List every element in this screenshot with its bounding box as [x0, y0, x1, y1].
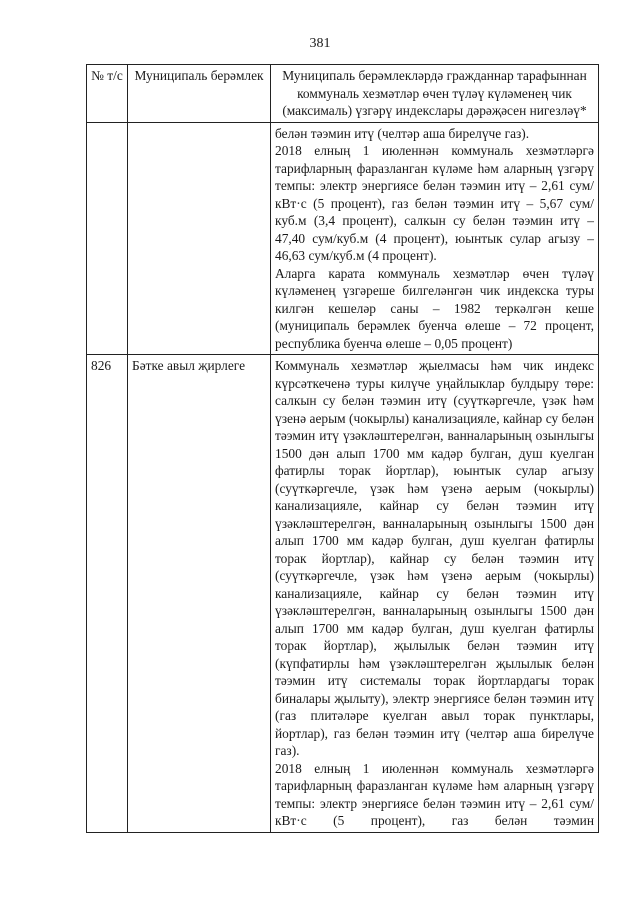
table-row: [87, 122, 599, 355]
row-basis: [271, 122, 599, 355]
row-municipality: Бәтке авыл җирлеге: [128, 355, 271, 833]
row-number: [87, 122, 128, 355]
basis-paragraph: Коммуналь хезмәтләр җыелмасы һәм чик индекс күрсәткеченә туры килүче уңайлыклар булдыру төре: салкын су белән тәэмин итү (суүткәргечле, үзәк һәм үзенә аерым (чокырлы) канализацияле, кайнар су белән тәэмин итү үзәкләштерелгән, ванналарының озынлыгы 1500 дән алып 1700 мм кадәр булган, душ куелган фатирлы торак йортлар), юынтык сулар агызу (суүткәргечле, үзәк һәм үзенә аерым (чокырлы) канализацияле, кайнар су белән тәэмин итү үзәкләштерелгән, ванналарының озынлыгы 1500 дән алып 1700 мм кадәр булган, душ куелган фатирлы торак йортлар), кайнар су белән тәэмин итү (суүткәргечле, үзәк һәм үзенә аерым (чокырлы) канализацияле, кайнар су белән тәэмин итү үзәкләштерелгән, ванналарының озынлыгы 1500 дән алып 1700 мм кадәр булган, душ куелган фатирлы торак йортлар), җылылык белән тәэмин итү (күпфатирлы һәм үзәкләштерелгән җылылык белән тәэмин итү системалы торак йортлардагы торак биналары җылыту), электр энергиясе белән тәэмин итү (газ плитәләре куелган авыл торак пунктлары, йортлар), газ белән тәэмин итү (челтәр аша бирелүче газ).: [275, 358, 594, 758]
municipal-index-table: [86, 64, 599, 833]
header-number: № т/с: [87, 65, 128, 123]
basis-paragraph: Аларга карата коммуналь хезмәтләр өчен түләү күләменең үзгәреше билгеләнгән чик индекска туры килгән кешеләр саны – 1982 теркәлгән кеше (муниципаль берәмлек буенча өлеше – 72 процент, республика буенча өлеше – 0,05 процент): [275, 265, 594, 351]
basis-paragraph: белән тәэмин итү (челтәр аша бирелүче газ).: [275, 125, 530, 141]
table-row: [87, 355, 599, 833]
table-header-row: [87, 65, 599, 123]
header-basis: Муниципаль берәмлекләрдә гражданнар тарафыннан коммуналь хезмәтләр өчен түләү күләменең чик (максималь) үзгәрү индекслары дәрәҗәсен нигезләү*: [271, 65, 599, 123]
row-number: 826: [87, 355, 128, 833]
row-municipality: [128, 122, 271, 355]
basis-paragraph: 2018 елның 1 июленнән коммуналь хезмәтләргә тарифларның фаразланган күләме һәм аларның үзгәрү темпы: электр энергиясе белән тәэмин итү – 2,61 сум/кВт·с (5 процент), газ белән тәэмин: [275, 760, 594, 828]
header-municipality: Муниципаль берәмлек: [128, 65, 271, 123]
row-basis: [271, 355, 599, 833]
page-number: 381: [309, 36, 331, 51]
basis-paragraph: 2018 елның 1 июленнән коммуналь хезмәтләргә тарифларның фаразланган күләме һәм аларның үзгәрү темпы: электр энергиясе белән тәэмин итү – 2,61 сум/кВт·с (5 процент), газ белән тәэмин итү – 5,67 сум/куб.м (3,4 процент), салкын су белән тәэмин итү – 47,40 сум/куб.м (4 процент), юынтык сулар агызу – 46,63 сум/куб.м (4 процент).: [275, 143, 594, 263]
